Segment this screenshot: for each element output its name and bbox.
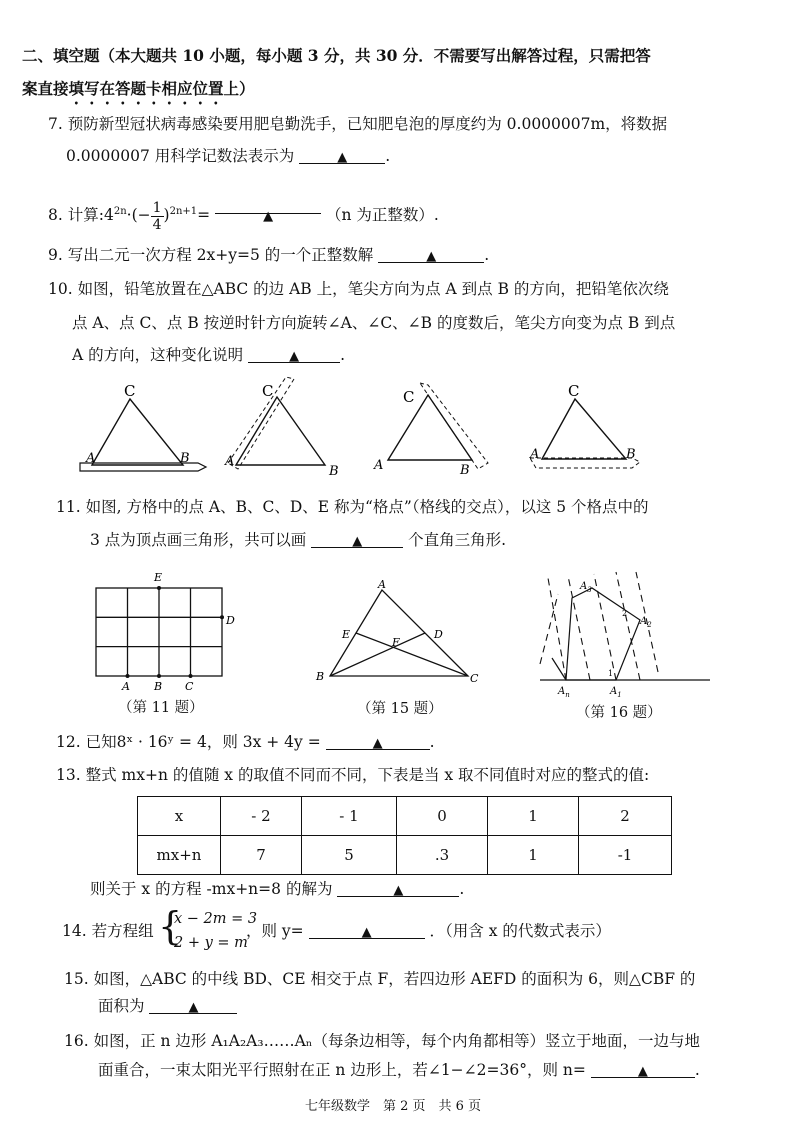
question-number: 13. <box>56 766 81 784</box>
table-cell: 0 <box>397 797 488 836</box>
answer-triangle-icon: ▲ <box>289 349 300 364</box>
pencil-figure-1 <box>80 382 206 471</box>
figure-15-triangle <box>308 578 488 698</box>
vertex-label-c: C <box>262 382 274 400</box>
question-number: 9. <box>48 246 63 264</box>
answer-triangle-icon: ▲ <box>426 249 437 264</box>
question-14-prefix <box>62 920 154 942</box>
figure-11-caption: （第 11 题） <box>118 700 204 716</box>
answer-blank[interactable] <box>378 244 484 263</box>
question-text: 个直角三角形. <box>408 531 507 549</box>
question-text: 3 点为顶点画三角形，共可以画 <box>90 531 307 549</box>
pencil-figure-4 <box>529 382 640 468</box>
question-13-line1 <box>56 764 649 786</box>
question-7-line2: 0.0000007 用科学记数法表示为 ▲ . <box>66 147 391 165</box>
question-10-line3: A 的方向，这种变化说明 ▲ . <box>72 346 345 364</box>
table-cell: -1 <box>579 836 672 875</box>
figure-16-polygon <box>528 568 728 698</box>
figure-11-grid <box>80 568 260 698</box>
answer-triangle-icon: ▲ <box>637 1064 648 1079</box>
table-cell: 7 <box>221 836 302 875</box>
question-text: 若方程组 <box>91 922 154 940</box>
table-cell: - 1 <box>302 797 397 836</box>
question-text: 点 A、点 C、点 B 按逆时针方向旋转∠A、∠C、∠B 的度数后，笔尖方向变为点 B 到点 <box>72 314 676 332</box>
answer-blank[interactable] <box>311 529 403 548</box>
question-13-line2: 则关于 x 的方程 -mx+n=8 的解为 ▲ . <box>90 880 465 898</box>
vertex-label-c: C <box>568 382 580 400</box>
table-cell: 1 <box>488 797 579 836</box>
question-12: 12. 已知8ˣ · 16ʸ = 4，则 3x + 4y = ▲ . <box>56 733 435 751</box>
section-title-text: 二、填空题（本大题共 10 小题，每小题 3 分，共 30 分．不需要写出解答过程，只需把答 <box>22 46 651 65</box>
question-text: 预防新型冠状病毒感染要用肥皂勤洗手，已知肥皂泡的厚度约为 0.0000007m，将数据 <box>67 115 668 133</box>
answer-blank[interactable] <box>149 995 237 1014</box>
answer-blank[interactable] <box>248 344 340 363</box>
grid-point-a: A <box>122 680 130 693</box>
table-row <box>138 836 672 875</box>
table-cell: 2 <box>579 797 672 836</box>
point-label-d: D <box>434 628 443 641</box>
answer-triangle-icon: ▲ <box>372 736 383 751</box>
vertex-label-c: C <box>124 382 136 400</box>
question-text: 如图，△ABC 的中线 BD、CE 相交于点 F，若四边形 AEFD 的面积为 6，则△CBF 的 <box>93 970 696 988</box>
math-exponent: 2n+1 <box>169 206 198 217</box>
question-text: 则关于 x 的方程 -mx+n=8 的解为 <box>90 880 333 898</box>
vertex-label-b: B <box>316 670 325 683</box>
question-number: 11. <box>56 498 81 516</box>
table-cell: x <box>138 797 221 836</box>
question-number: 8. <box>48 206 63 225</box>
table-cell: 1 <box>488 836 579 875</box>
table-cell: 5 <box>302 836 397 875</box>
figure-16-caption: （第 16 题） <box>576 705 662 721</box>
section-title-emphasis: 填写在答题卡相应位置 <box>68 79 224 98</box>
question-text: 如图, 方格中的点 A、B、C、D、E 称为“格点”（格线的交点），以这 5 个格点中的 <box>85 498 649 516</box>
question-number: 7. <box>48 115 63 133</box>
question-11-line2 <box>90 529 506 551</box>
question-number: 12. <box>56 733 81 751</box>
section-title-part-b: 上） <box>223 79 255 98</box>
system-equation-1: x − 2m = 3 <box>174 911 258 927</box>
vertex-label-a: A <box>225 454 235 469</box>
question-11-line1 <box>56 496 649 518</box>
math-exponent: 2n <box>113 206 127 217</box>
section-title-line2 <box>22 78 255 108</box>
grid-point-e: E <box>154 571 163 584</box>
question-text: ，则 3x + 4y = <box>206 733 321 751</box>
question-note: （n 为正整数）. <box>326 206 439 225</box>
system-equation-2: 2 + y = m <box>174 935 248 951</box>
answer-blank[interactable] <box>591 1059 695 1078</box>
vertex-label-a: A <box>86 451 96 466</box>
vertex-label-c: C <box>470 672 479 685</box>
fraction-denominator: 4 <box>152 216 162 233</box>
question-7-line1 <box>48 113 667 135</box>
vertex-label-b: B <box>180 451 190 466</box>
question-text: 如图，正 n 边形 A₁A₂A₃……Aₙ（每条边相等，每个内角都相等）竖立于地面，一边与地 <box>93 1032 700 1050</box>
point-label-f: F <box>392 636 400 649</box>
answer-triangle-icon: ▲ <box>393 883 404 898</box>
angle-label-1: 1 <box>608 669 614 678</box>
question-16-line1 <box>64 1030 700 1052</box>
math-fraction <box>151 200 164 233</box>
vertex-label-b: B <box>460 463 470 478</box>
question-number: 15. <box>64 970 89 988</box>
point-label-e: E <box>342 628 351 641</box>
math-base: 4 <box>103 206 114 225</box>
answer-triangle-icon: ▲ <box>337 150 348 165</box>
question-16-line2: 面重合，一束太阳光平行照射在正 n 边形上，若∠1−∠2=36°，则 n= ▲ . <box>98 1061 700 1079</box>
question-text: A 的方向，这种变化说明 <box>72 346 244 364</box>
question-number: 16. <box>64 1032 89 1050</box>
question-text: 如图，铅笔放置在△ABC 的边 AB 上，笔尖方向为点 A 到点 B 的方向，把铅笔依次绕 <box>77 280 669 298</box>
math-expression: 8ˣ · 16ʸ = 4 <box>116 733 207 751</box>
figure-15-caption: （第 15 题） <box>357 701 443 717</box>
table-cell: mx+n <box>138 836 221 875</box>
question-15-line2 <box>98 995 237 1017</box>
vertex-label-c: C <box>403 388 415 406</box>
answer-triangle-icon: ▲ <box>361 925 372 940</box>
angle-label-2: 2 <box>622 609 628 618</box>
answer-triangle-icon: ▲ <box>352 534 363 549</box>
vertex-label-a3: $A_3$ <box>580 581 592 594</box>
table-row <box>138 797 672 836</box>
answer-triangle-icon: ▲ <box>263 209 274 225</box>
vertex-label-a: A <box>378 578 386 591</box>
table-cell: - 2 <box>221 797 302 836</box>
question-text: 面积为 <box>98 997 145 1015</box>
question-15-line1 <box>64 968 695 990</box>
answer-blank[interactable] <box>215 195 321 225</box>
question-9: 9. 写出二元一次方程 2x+y=5 的一个正整数解 ▲ . <box>48 246 490 264</box>
vertex-label-a: A <box>374 458 384 473</box>
question-text: 0.0000007 用科学记数法表示为 <box>66 147 295 165</box>
question-number: 14. <box>62 922 87 940</box>
pencil-figure-2 <box>224 377 339 479</box>
question-14-rest <box>246 920 611 942</box>
question-10-line2 <box>72 312 675 334</box>
section-title-line1 <box>22 45 651 67</box>
answer-blank[interactable] <box>299 145 385 164</box>
vertex-label-an: $A_n$ <box>558 686 570 699</box>
vertex-label-b: B <box>329 464 339 479</box>
answer-blank[interactable] <box>337 878 459 897</box>
section-title-part-a: 案直接 <box>22 79 69 98</box>
question-text: ，则 y= <box>246 922 304 940</box>
question-number: 10. <box>48 280 73 298</box>
values-table <box>137 796 672 875</box>
answer-blank[interactable] <box>309 920 425 939</box>
grid-point-b: B <box>154 680 163 693</box>
vertex-label-a2: $A_2$ <box>640 616 652 629</box>
question-text: 整式 mx+n 的值随 x 的取值不同而不同，下表是当 x 取不同值时对应的整式的值: <box>85 766 650 784</box>
vertex-label-a1: $A_1$ <box>610 686 622 699</box>
answer-triangle-icon: ▲ <box>188 1000 199 1015</box>
question-text: 写出二元一次方程 2x+y=5 的一个正整数解 <box>67 246 374 264</box>
question-8: 8. 计算$:4^{2n}\cdot(-$ $\frac{1}{4}$ )$^{2n+1}$= ▲ （n 为正整数）. <box>48 192 439 235</box>
page-footer: 七年级数学 第 2 页 共 6 页 <box>305 1099 482 1114</box>
question-note: ．（用含 x 的代数式表示） <box>429 922 611 940</box>
question-text: 面重合，一束太阳光平行照射在正 n 边形上，若∠1−∠2=36°，则 n= <box>98 1061 586 1079</box>
grid-point-c: C <box>185 680 194 693</box>
answer-blank[interactable] <box>326 731 430 750</box>
fraction-numerator: 1 <box>152 199 162 216</box>
pencil-figure-3 <box>373 383 488 478</box>
vertex-label-a: A <box>530 447 540 462</box>
question-text: 已知 <box>85 733 117 751</box>
question-text: 计算: <box>67 206 104 225</box>
table-cell: .3 <box>397 836 488 875</box>
vertex-label-b: B <box>626 447 636 462</box>
grid-point-d: D <box>226 614 235 627</box>
question-10-line1 <box>48 278 669 300</box>
question-10-figures <box>0 375 794 495</box>
system-brace: { <box>158 904 183 948</box>
